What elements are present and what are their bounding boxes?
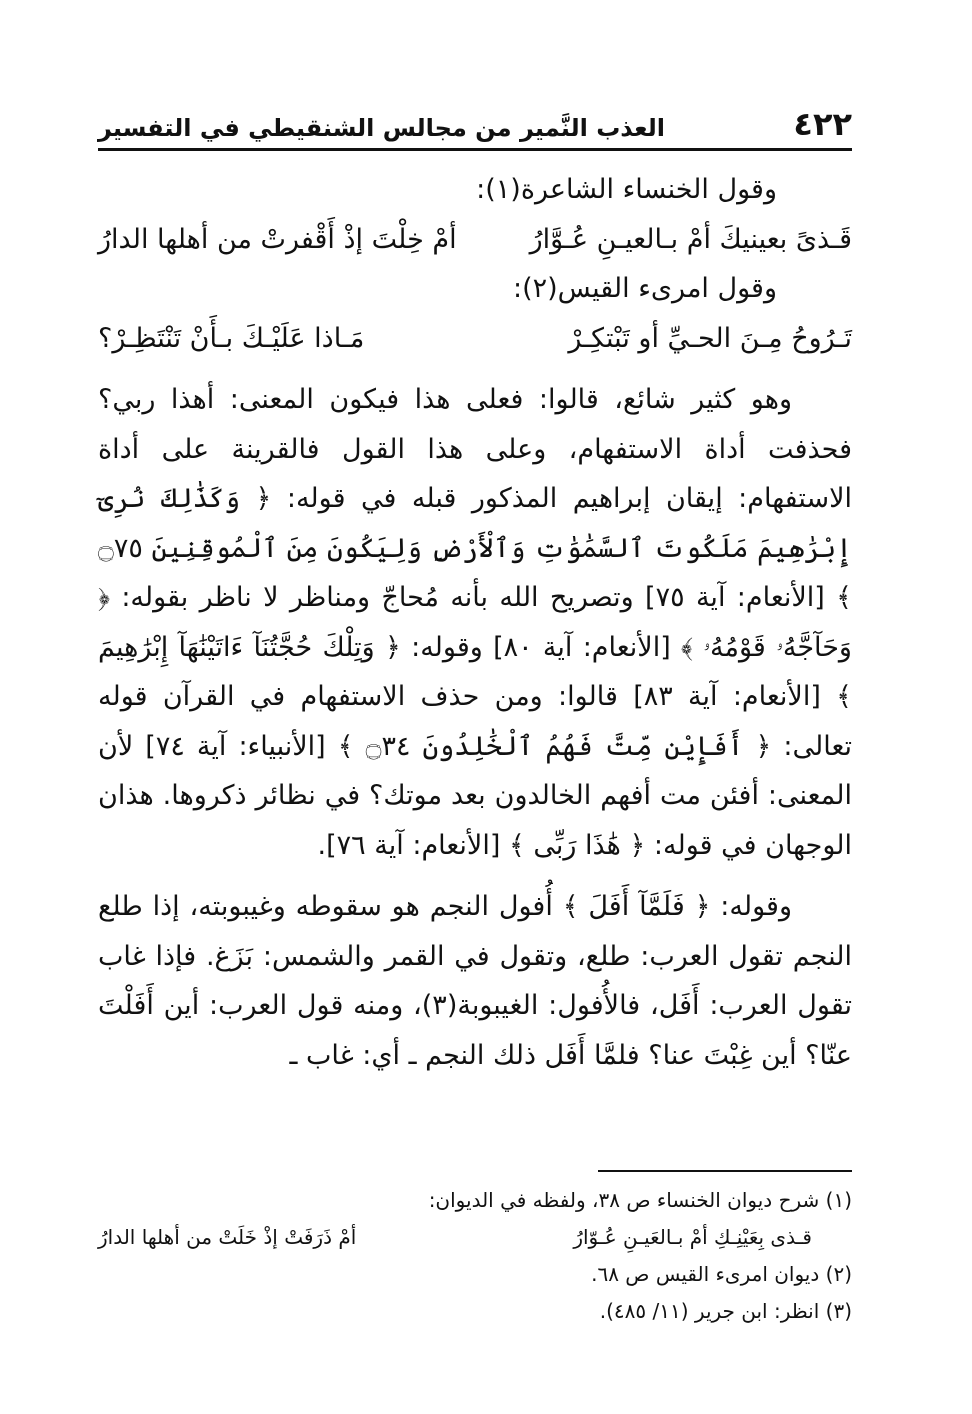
paragraph-text: أُفول النجم هو سقوطه وغيبوبته، إذا طلع النجم تقول العرب: طلع، وتقول في القمر والشمس: بَزَغ. فإذا غاب تقول العرب: أَفَل، فالأُفول: الغيبوبة(٣)، ومنه قول العرب: أين أَفَلْتَ عنّا؟ أين غِبْتَ عنا؟ فلمَّا أَفَل ذلك النجم ـ أي: غاب ـ bbox=[98, 891, 852, 1071]
footnote-3: (٣) انظر: ابن جرير (١١/ ٤٨٥). bbox=[599, 1299, 852, 1323]
page-number: ٤٢٢ bbox=[793, 105, 852, 143]
quran-quote: ﴿ فَلَمَّآ أَفَلَ ﴾ bbox=[562, 891, 711, 922]
paragraph-text: [الأنعام: آية ٨٣] قالوا: ومن حذف الاستفهام في القرآن قوله تعالى: bbox=[98, 681, 853, 762]
verse-first-hemistich: قـذى بِعَيْنِـكِ أمْ بـالعَيـنِ عُـوّارُ bbox=[573, 1225, 812, 1249]
paragraph-text: [الأنعام: آية ٧٥] وتصريح الله بأنه مُحاجّ ومناظر لا ناظر بقوله: bbox=[109, 582, 837, 613]
paragraph-text: [الأنعام: آية ٨٠] وقوله: bbox=[400, 631, 682, 663]
running-title: العذب النَّمير من مجالس الشنقيطي في التفسير bbox=[98, 114, 665, 142]
footnote-1: (١) شرح ديوان الخنساء ص ٣٨، ولفظه في الديوان: bbox=[428, 1188, 852, 1212]
footnote-2: (٢) ديوان امرىء القيس ص ٦٨. bbox=[591, 1262, 852, 1286]
verse-first-hemistich: تَـرُوحُ مِـنَ الحـيِّ أو تَبْتكِـرْ bbox=[568, 322, 852, 354]
footnote-rule bbox=[598, 1170, 852, 1172]
page-header bbox=[98, 94, 852, 143]
verse-intro-imru-al-qays: وقول امرىء القيس(٢): bbox=[512, 273, 777, 304]
header-rule bbox=[98, 148, 852, 151]
verse-first-hemistich: قَـذىً بعينيكَ أمْ بـالعيـنِ عُـوَّارُ bbox=[529, 223, 852, 255]
quran-quote: ﴿ وَكَذَٰلِكَ نُرِىٓ إِبْرَٰهِيمَ مَلَكُوتَ ٱلسَّمَٰوَٰتِ وَٱلْأَرْضِ وَلِيَكُونَ مِنَ ٱلْمُوقِنِينَ ۝٧٥ ﴾ bbox=[98, 483, 852, 613]
paragraph-gap bbox=[98, 363, 852, 375]
verse-second-hemistich: أمْ ذَرَفَتْ إذْ خَلَتْ من أهلها الدارُ bbox=[98, 1225, 357, 1249]
verse-intro-khansa: وقول الخنساء الشاعرة(١): bbox=[476, 174, 777, 205]
paragraph-text: وقوله: bbox=[710, 891, 792, 922]
paragraph-text: وهو كثير شائع، قالوا: فعلى هذا فيكون المعنى: أهذا ربي؟ فحذفت أداة الاستفهام، وعلى هذا القول فالقرينة على أداة الاستفهام: إيقان إبراهيم المذكور قبله في قوله: bbox=[98, 384, 852, 514]
footnotes bbox=[98, 1182, 852, 1330]
quran-quote: ﴿ وَحَآجَّهُۥ قَوْمُهُۥ ﴾ bbox=[98, 582, 852, 663]
verse-second-hemistich: مَـاذا عَلَيْـكَ بـأَنْ تَنْتَظِـرْ؟ bbox=[98, 322, 365, 354]
paragraph-setting-star bbox=[98, 882, 852, 1080]
poem-verse-imru-al-qays bbox=[98, 314, 852, 364]
main-text bbox=[98, 165, 852, 1080]
verse-second-hemistich: أمْ خِلْتَ إذْ أَقْفرتْ من أهلها الدارُ bbox=[98, 223, 457, 255]
quran-quote: ﴿ أَفَإِيْن مِّتَّ فَهُمُ ٱلْخَٰلِدُونَ ۝٣٤ ﴾ bbox=[337, 730, 772, 762]
paragraph-text: [الأنعام: آية ٧٦]. bbox=[317, 829, 509, 861]
quran-quote: ﴿ هَٰذَا رَبِّى ﴾ bbox=[508, 829, 646, 861]
paragraph-interrogative bbox=[98, 375, 852, 870]
quran-quote: ﴿ وَتِلْكَ حُجَّتُنَآ ءَاتَيْنَٰهَآ إِبْرَٰهِيمَ ﴾ bbox=[98, 631, 852, 712]
poem-verse-khansa bbox=[98, 215, 852, 265]
paragraph-gap bbox=[98, 870, 852, 882]
footnote-1-verse bbox=[98, 1219, 852, 1256]
paragraph-text: [الأنبياء: آية ٧٤] لأن المعنى: أفئن مت أفهم الخالدون بعد موتك؟ في نظائر ذكروها. هذان الوجهان في قوله: bbox=[98, 730, 852, 861]
